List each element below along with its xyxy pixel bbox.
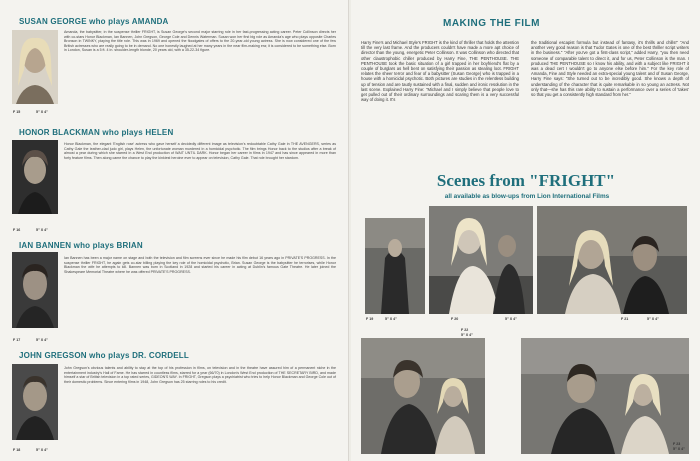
- scenes-title: Scenes from "FRIGHT": [436, 171, 616, 190]
- scene-photo-f19: [365, 218, 425, 314]
- susan-george-bio: Amanda, the babysitter, in the suspense thriller FRIGHT, is Susan George's second major starring role in her fast-progressing acting career. Peter Collinson directs her with co-stars Honor Blackman, Ian Bannen, John Gregson, George Cole and Dennis Waterman. Susan won her first big role as Amanda's age who plays opposite Charles Bronson in TWINKY, playing the title role. This was in 1969 and opened the floodgates of offers to the 20-year-old young actress. She is now considered one of the few British actresses who are really going to be in demand. No one honestly laughed at her many years in the near film-making era; it is considered to be something else. Born in London, Susan is a 5 ft. 4 in. shoulder-length blonde, 20 years old, with a 35-22-34 figure.: [64, 30, 336, 53]
- caption-f16-size: 5" X 4": [36, 228, 48, 232]
- ian-bannen-heading: IAN BANNEN who plays BRIAN: [19, 241, 143, 250]
- honor-blackman-heading: HONOR BLACKMAN who plays HELEN: [19, 128, 174, 137]
- susan-george-portrait: [12, 30, 58, 104]
- john-gregson-portrait: [12, 364, 58, 440]
- caption-f23-size: 5" X 4": [673, 447, 685, 451]
- scenes-subtitle: all available as blow-ups from Lion International Films: [444, 193, 610, 200]
- making-film-column-1: Harry Fine's and Michael Style's FRIGHT is the kind of thriller that holds the attention till the very last frame. And the producers couldn't have made a more apt choice of director than the young, energetic Peter Collinson. It was Collinson who directed that other claustrophobic chiller produced by Harry Fine, THE PENTHOUSE. THE PENTHOUSE took the basic situation of a girl trapped in her boyfriend's flat by a couple of burglars as hell bent on satisfying their passion as stealing loot. FRIGHT relates the sheer terror and fear of a babysitter (Susan George) who is trapped in a house with a homicidal psychotic. Both pictures are studies in the relentless building up of tension and are tautly sustained with a final, sudden and ironic resolution in the last scene. Explained Harry Fine: "Michael and I simply believe that people love to get pulled out of their ordinary surroundings and scaring them is a very successful way of doing it. It's: [361, 40, 519, 103]
- honor-blackman-bio: Honor Blackman, the elegant 'English rose' actress who gave herself a decidedly different image as television's redoubtable Cathy Gale in THE AVENGERS, series as Cathy Gale the leather-clad judo girl, plays Helen, the unfortunate woman murdered in a homicidal psychotic. The film brings Honor back to the studios after a break of almost a year during which she starred in a West End production of WAIT UNTIL DARK. Honor began her career in films in 1947 and has since appeared in more than forty feature films. Then along came the chance to play the kinkiest heroine ever to appear on television, Cathy Gale. That role brought her stardom.: [64, 142, 336, 160]
- caption-f21-size: 5" X 4": [647, 317, 659, 321]
- scene-photo-f23: [521, 338, 689, 454]
- john-gregson-bio: John Gregson's obvious talents and ability to stay at the top of his profession in films, on television and in the theatre have assured him of a permanent niche in the entertainment industry's Hall of Fame. He has starred in countless films, starred for a year (66/70) in London's West End production of THE SECRETARY BIRD, and made himself a star of British television in a top rated series, GIDEON'S WAY. In FRIGHT, Gregson plays a psychiatrist who tries to help Honor Blackman and George Cole out of their domestic problems. Since entering films in 1948, John Gregson has 25 starring roles to his credit.: [64, 366, 336, 384]
- caption-f20-size: 5" X 4": [505, 317, 517, 321]
- john-gregson-heading: JOHN GREGSON who plays DR. CORDELL: [19, 351, 189, 360]
- making-the-film-title: MAKING THE FILM: [443, 18, 540, 29]
- caption-f23-no: F 23: [673, 442, 681, 446]
- caption-f19-size: 5" X 4": [385, 317, 397, 321]
- caption-f22-size: 5" X 4": [461, 333, 473, 337]
- right-page: [351, 0, 700, 461]
- scene-photo-f21: [537, 206, 687, 314]
- caption-f18-no: F 18: [13, 448, 21, 452]
- caption-f15-size: 5" X 4": [36, 110, 48, 114]
- caption-f20-no: F 20: [451, 317, 459, 321]
- caption-f16-no: F 16: [13, 228, 21, 232]
- caption-f17-no: F 17: [13, 338, 21, 342]
- ian-bannen-portrait: [12, 252, 58, 328]
- caption-f19-no: F 19: [366, 317, 374, 321]
- caption-f17-size: 5" X 4": [36, 338, 48, 342]
- scene-photo-f22: [361, 338, 485, 454]
- caption-f18-size: 5" X 4": [36, 448, 48, 452]
- caption-f22-no: F 22: [461, 328, 469, 332]
- honor-blackman-portrait: [12, 140, 58, 214]
- ian-bannen-bio: Ian Bannen has been a major name on stage and both the television and film screens ever since he made his film debut 16 years ago in PRIVATE'S PROGRESS. In the suspense thriller FRIGHT, he again gets co-star billing playing the key role of the homicidal psychotic, Brian. Susan George is the babysitter he terrorises, while Honor Blackman the wife he attempts to kill. Bannen was born in Scotland in 1928 and started his career in acting at Dublin's famous Gate Theatre. He later joined the Shakespeare Memorial Theatre where he was offered PRIVATE'S PROGRESS.: [64, 256, 336, 274]
- scene-photo-f20: [429, 206, 533, 314]
- caption-f15-no: F 15: [13, 110, 21, 114]
- susan-george-heading: SUSAN GEORGE who plays AMANDA: [19, 17, 169, 26]
- left-page: [0, 0, 349, 461]
- making-film-column-2: the traditional escapist formula but instead of fantasy, it's thrills and chills!" "And another very good reason is that Tudor Gates is one of the best thriller script writers in the business." "After you've got a first-class script," added Harry, "you then need someone of comparable talent to direct it, and for us, Peter Collinson is the man. I produced THE PENTHOUSE so I know his ability, and with a subject like FRIGHT it was a dead cert I wouldn't go to anyone else before him." For the key role of Amanda, Fine and Style needed an extra-special young talent and of Susan George, Harry Fine says: "She turned out to be incredibly good. She knows a depth of understanding of the character that is quite remarkable in so young an actress. Not only that—she has this rare ability to sustain a performance over a series of 'takes' so that you get a consistently high standard from her.": [531, 40, 689, 98]
- caption-f21-no: F 21: [621, 317, 629, 321]
